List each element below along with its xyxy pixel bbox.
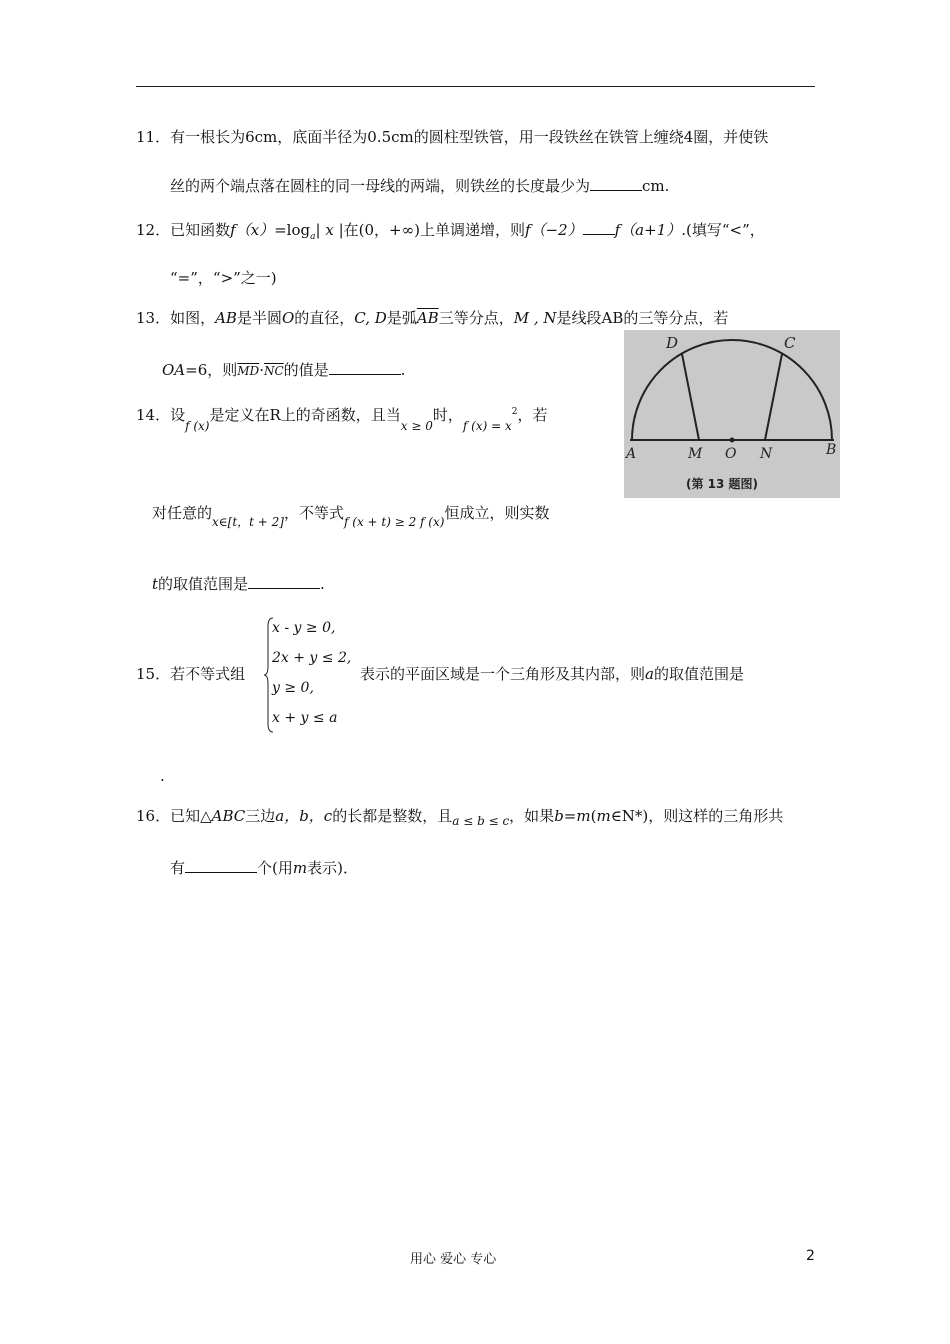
q16-ge: 个(用 xyxy=(257,859,293,877)
q14-t3: ，若 xyxy=(517,406,548,424)
q13-t7: . xyxy=(400,361,406,379)
q16-m2: m xyxy=(292,859,308,877)
q15-inequality-system xyxy=(264,616,356,734)
label-m: M xyxy=(688,446,703,462)
page-number: 2 xyxy=(806,1248,815,1264)
label-b: B xyxy=(826,442,837,458)
q16-t2: 的长都是整数，且 xyxy=(332,807,453,825)
q12-fm2: f（−2） xyxy=(524,221,583,239)
q13-vec-md: $\overline{MD}$ xyxy=(237,364,260,378)
q14-t1: 是定义在R上的奇函数，且当 xyxy=(209,406,401,424)
q13-vec-nc: $\overline{NC}$ xyxy=(263,364,284,378)
label-a: A xyxy=(626,446,637,462)
header-rule xyxy=(136,86,815,87)
q16-biaoshi: 表示)． xyxy=(307,859,358,877)
q14-answer-blank xyxy=(248,574,320,589)
q15-end: . xyxy=(160,767,165,785)
q13-t3: 是弧 xyxy=(386,309,417,327)
q15-row4: x + y ≤ a xyxy=(272,710,338,726)
q16-t1: 三边 xyxy=(245,807,276,825)
q12-line1 xyxy=(136,220,765,247)
q12-options: “=”，“>”之一) xyxy=(170,269,277,287)
q14-sq: 2 xyxy=(511,407,518,417)
q14-t: t xyxy=(152,575,159,593)
q15-row2: 2x + y ≤ 2, xyxy=(272,650,352,666)
q11-line2 xyxy=(170,176,669,196)
q11-unit: cm. xyxy=(642,177,670,195)
q15-row1: x - y ≥ 0, xyxy=(272,620,336,636)
q13-eq6: =6，则 xyxy=(185,361,238,379)
q12-answer-blank xyxy=(583,220,615,235)
label-c: C xyxy=(784,334,796,352)
q15-line1a xyxy=(136,664,245,684)
q12-tail: .(填写“<”， xyxy=(681,221,765,239)
q15-num: 15．若不等式组 xyxy=(136,665,246,683)
q14-t8: . xyxy=(320,575,325,593)
q12-log: =log xyxy=(274,221,311,239)
q12-fa1: f（a+1） xyxy=(614,221,682,239)
q13-t2: 的直径， xyxy=(294,309,355,327)
q12-base: a xyxy=(310,232,316,242)
q14-num: 14．设 xyxy=(136,406,186,424)
q13-line2 xyxy=(162,360,405,381)
q15-t1: 表示的平面区域是一个三角形及其内部，则 xyxy=(360,665,646,683)
q16-ineq: a ≤ b ≤ c xyxy=(452,814,510,828)
q14-fx: f (x) xyxy=(185,419,210,433)
q14-line3 xyxy=(152,574,325,594)
q13-figure xyxy=(624,330,840,498)
q15-line2 xyxy=(160,766,165,786)
q14-cond: x ≥ 0 xyxy=(400,419,433,433)
figure-caption: (第 13 题图) xyxy=(686,477,759,491)
q13-cd: C, D xyxy=(354,309,387,327)
label-n: N xyxy=(760,446,773,462)
q16-answer-blank xyxy=(185,858,257,873)
q12-mid: |在(0，+∞)上单调递增，则 xyxy=(338,221,525,239)
center-point-o xyxy=(730,438,735,443)
q14-t7: 的取值范围是 xyxy=(158,575,249,593)
q13-t6: 的值是 xyxy=(283,361,329,379)
q13-line1 xyxy=(136,308,728,328)
q16-line1 xyxy=(136,806,783,827)
label-d: D xyxy=(666,334,679,352)
q13-answer-blank xyxy=(329,360,401,375)
q15-row3: y ≥ 0, xyxy=(272,680,314,696)
q13-mn: M , N xyxy=(513,309,557,327)
q13-t1: 是半圆 xyxy=(236,309,282,327)
q16-num: 16．已知△ xyxy=(136,807,212,825)
q14-line1 xyxy=(136,402,548,433)
q13-oa: OA xyxy=(162,361,186,379)
q13-arc-ab: $\overline{AB}$ xyxy=(416,309,439,327)
q13-ab: AB xyxy=(215,309,237,327)
q11-line1 xyxy=(136,127,768,147)
q14-t6: 恒成立，则实数 xyxy=(444,504,550,522)
q13-dot: · xyxy=(259,361,264,379)
figure-background xyxy=(624,330,840,498)
q16-t3: ，如果 xyxy=(509,807,555,825)
q16-line2 xyxy=(170,858,358,878)
q11-text2: 丝的两个端点落在圆柱的同一母线的两端，则铁丝的长度最少为 xyxy=(170,177,591,195)
q16-abc: ABC xyxy=(211,807,246,825)
q16-you: 有 xyxy=(170,859,186,877)
q12-abs: | xyxy=(315,221,321,239)
q16-bm: b=m xyxy=(554,807,591,825)
q16-sides: a，b，c xyxy=(275,807,333,825)
q14-t5: ，不等式 xyxy=(284,504,345,522)
q15-a: a xyxy=(645,665,654,683)
q16-t4: ( xyxy=(590,807,597,825)
q14-ineq: f (x + t) ≥ 2 f (x) xyxy=(344,515,445,529)
q14-line2 xyxy=(152,503,550,529)
q12-fx: f（x） xyxy=(230,221,275,239)
q14-t4: 对任意的 xyxy=(152,504,213,522)
q13-num: 13．如图， xyxy=(136,309,216,327)
q16-t5: ∈N*)，则这样的三角形共 xyxy=(610,807,784,825)
q14-def: f (x) = x xyxy=(462,419,512,433)
q12-line2 xyxy=(170,268,277,288)
q16-m: m xyxy=(596,807,611,825)
q15-line1b xyxy=(360,664,744,684)
q13-t4: 三等分点， xyxy=(438,309,514,327)
q14-domain: x∈[t，t + 2] xyxy=(212,515,284,529)
q13-t5: 是线段AB的三等分点，若 xyxy=(556,309,729,327)
page-footer: 用心 爱心 专心 xyxy=(410,1252,497,1267)
q12-num: 12．已知函数 xyxy=(136,221,231,239)
label-o: O xyxy=(725,446,737,462)
q11-answer-blank xyxy=(590,176,642,191)
q15-t2: 的取值范围是 xyxy=(653,665,744,683)
q14-t2: 时， xyxy=(432,406,463,424)
q12-x: x xyxy=(325,221,334,239)
q13-o: O xyxy=(281,309,295,327)
q11-text: 11．有一根长为6cm，底面半径为0.5cm的圆柱型铁管，用一段铁丝在铁管上缠绕4圈，并使铁 xyxy=(136,128,769,146)
